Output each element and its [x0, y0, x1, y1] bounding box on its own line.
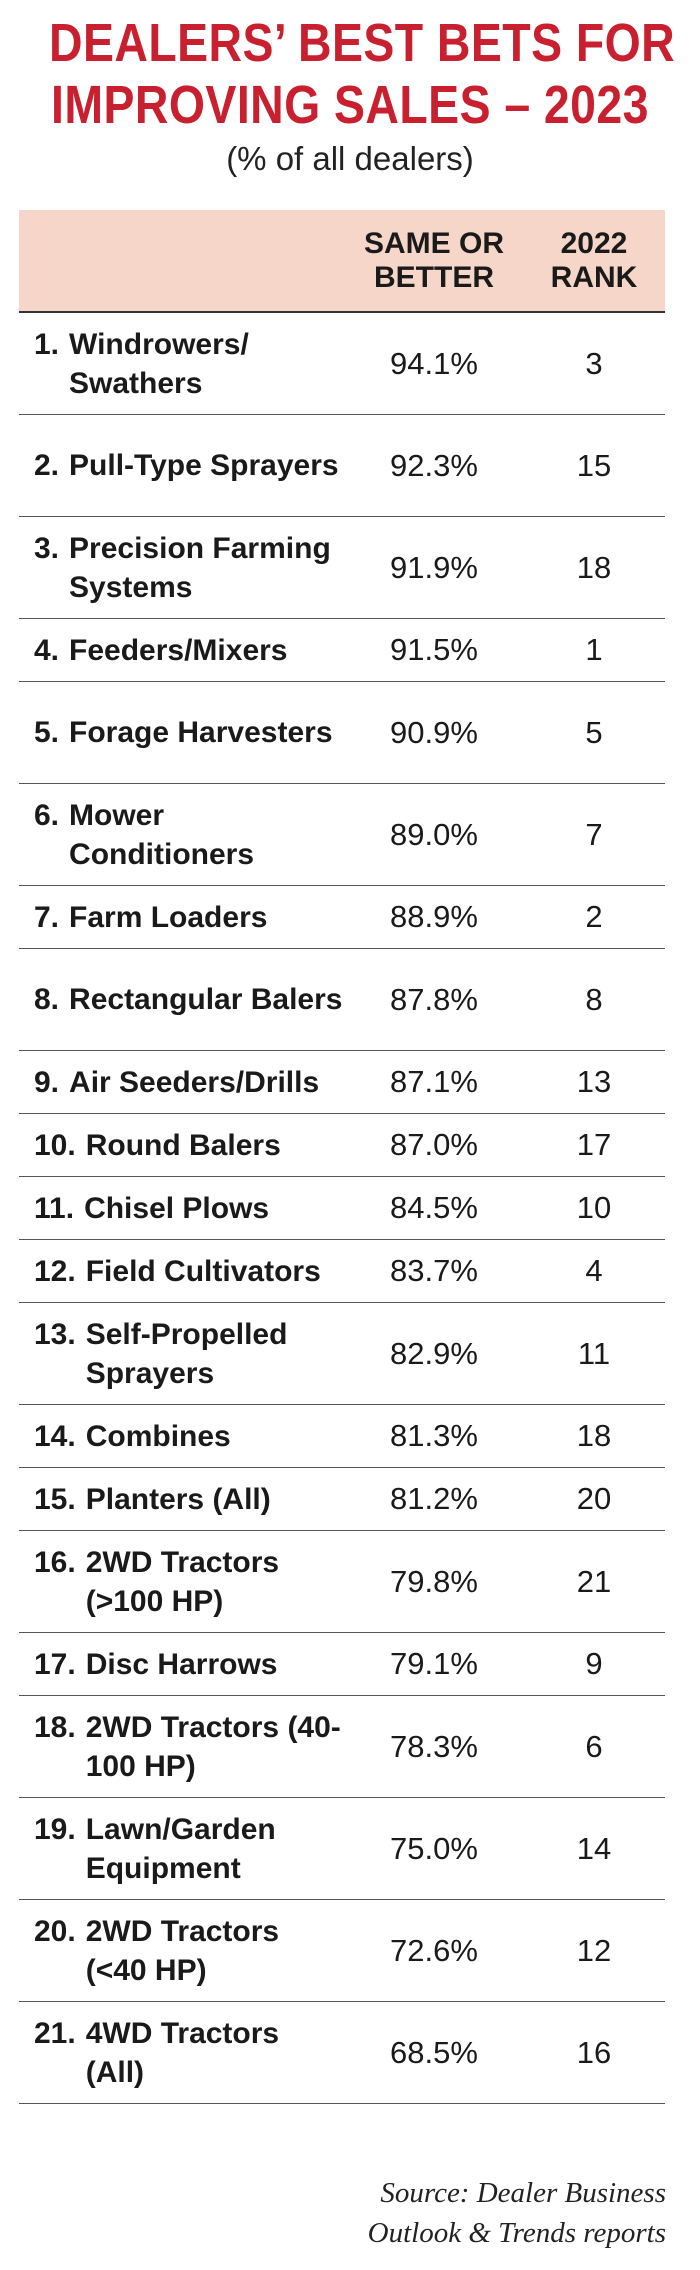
row-name-text: Air Seeders/Drills — [69, 1065, 320, 1099]
table-body — [19, 313, 665, 2104]
row-2022-rank-value: 15 — [576, 447, 612, 483]
row-2022-rank-value: 21 — [576, 1563, 612, 1599]
row-number: 3. — [34, 531, 60, 565]
row-2022-rank-value: 17 — [576, 1127, 612, 1162]
row-2022-rank-value: 1 — [585, 632, 603, 667]
row-name-text: 4WD Tractors (All) — [85, 2016, 280, 2089]
row-2022-rank-value: 14 — [576, 1830, 612, 1866]
row-equipment-name — [19, 1480, 345, 1519]
row-2022-rank-value: 18 — [576, 549, 612, 585]
source-note — [206, 2173, 666, 2253]
header-2022-rank — [523, 227, 665, 295]
row-equipment-name — [19, 2014, 345, 2092]
row-number: 18. — [34, 1710, 76, 1744]
row-2022-rank-value: 9 — [585, 1646, 603, 1681]
table-row — [19, 313, 665, 415]
row-equipment-name — [19, 1315, 345, 1393]
row-2022-rank-value: 11 — [577, 1335, 611, 1371]
table-row — [19, 1240, 665, 1303]
table-row — [19, 1303, 665, 1405]
row-name-text: Chisel Plows — [84, 1191, 270, 1225]
table-row — [19, 1696, 665, 1798]
row-name-text: Round Balers — [85, 1128, 281, 1162]
row-equipment-name — [19, 325, 345, 403]
row-name-text: Lawn/Garden Equipment — [85, 1812, 276, 1885]
row-number: 1. — [34, 327, 60, 361]
row-equipment-name — [19, 1708, 345, 1786]
row-same-or-better-value: 94.1% — [390, 345, 478, 381]
row-equipment-name — [19, 1810, 345, 1888]
source-line-1: Source: Dealer Business — [380, 2177, 666, 2209]
row-same-or-better-value: 79.8% — [390, 1563, 478, 1599]
row-number: 21. — [34, 2016, 76, 2050]
row-same-or-better-value: 78.3% — [390, 1728, 478, 1764]
row-same-or-better-value: 81.3% — [390, 1418, 478, 1453]
row-name-text: Combines — [85, 1419, 231, 1453]
table-row — [19, 1468, 665, 1531]
row-name-text: Forage Harvesters — [69, 716, 333, 749]
table-row — [19, 886, 665, 949]
header-rank-line-2: RANK — [550, 260, 638, 294]
row-number: 2. — [34, 449, 60, 482]
row-name-text: 2WD Tractors (>100 HP) — [85, 1545, 280, 1618]
row-name-text: Field Cultivators — [85, 1254, 321, 1288]
row-2022-rank-value: 13 — [576, 1064, 612, 1099]
row-name-text: Planters (All) — [85, 1482, 271, 1516]
row-name-text: Windrowers/ Swathers — [69, 327, 249, 400]
row-same-or-better-value: 72.6% — [390, 1932, 478, 1968]
row-2022-rank-value: 4 — [585, 1253, 603, 1288]
row-number: 20. — [34, 1914, 76, 1948]
row-2022-rank-value: 5 — [585, 714, 603, 750]
row-2022-rank-value: 8 — [585, 981, 603, 1017]
row-number: 19. — [34, 1812, 76, 1846]
table-row — [19, 619, 665, 682]
row-name-text: Self-Propelled Sprayers — [85, 1317, 288, 1390]
row-equipment-name — [19, 713, 345, 752]
row-name-text: Disc Harrows — [85, 1647, 278, 1681]
row-same-or-better-value: 84.5% — [390, 1190, 478, 1225]
row-number: 16. — [34, 1545, 76, 1579]
table-row — [19, 1051, 665, 1114]
table-row — [19, 1114, 665, 1177]
row-same-or-better-value: 83.7% — [390, 1253, 478, 1288]
row-same-or-better-value: 68.5% — [390, 2034, 478, 2070]
table-row — [19, 415, 665, 517]
table-row — [19, 1633, 665, 1696]
row-same-or-better-value: 89.0% — [390, 816, 478, 852]
table-row — [19, 1900, 665, 2002]
data-table — [19, 210, 665, 2104]
table-row — [19, 949, 665, 1051]
table-row — [19, 682, 665, 784]
row-same-or-better-value: 87.1% — [390, 1064, 478, 1099]
row-same-or-better-value: 87.0% — [390, 1127, 478, 1162]
row-name-text: 2WD Tractors (40-100 HP) — [85, 1710, 341, 1783]
row-name-text: Pull-Type Sprayers — [69, 449, 339, 482]
row-number: 13. — [34, 1317, 76, 1351]
row-same-or-better-value: 75.0% — [390, 1830, 478, 1866]
chart-title-line-2: IMPROVING SALES – 2023 — [51, 75, 649, 135]
header-rank-line-1: 2022 — [560, 226, 628, 260]
table-row — [19, 1405, 665, 1468]
row-same-or-better-value: 87.8% — [390, 981, 478, 1017]
row-number: 8. — [34, 983, 60, 1016]
chart-title — [49, 12, 676, 136]
row-number: 14. — [34, 1419, 76, 1453]
row-equipment-name — [19, 446, 345, 485]
row-name-text: 2WD Tractors (<40 HP) — [85, 1914, 280, 1987]
row-equipment-name — [19, 1417, 345, 1456]
row-equipment-name — [19, 1189, 345, 1228]
row-number: 5. — [34, 716, 60, 749]
row-name-text: Rectangular Balers — [69, 983, 343, 1016]
row-equipment-name — [19, 796, 345, 874]
row-equipment-name — [19, 1252, 345, 1291]
row-equipment-name — [19, 1126, 345, 1165]
row-name-text: Farm Loaders — [69, 900, 268, 934]
row-same-or-better-value: 91.5% — [390, 632, 478, 667]
row-same-or-better-value: 88.9% — [390, 899, 478, 934]
row-number: 11. — [34, 1191, 75, 1225]
row-number: 15. — [34, 1482, 76, 1516]
row-2022-rank-value: 10 — [576, 1190, 612, 1225]
row-same-or-better-value: 81.2% — [390, 1481, 478, 1516]
row-equipment-name — [19, 1543, 345, 1621]
row-equipment-name — [19, 1912, 345, 1990]
row-2022-rank-value: 6 — [585, 1728, 603, 1764]
source-line-2: Outlook & Trends reports — [367, 2217, 666, 2249]
row-2022-rank-value: 20 — [576, 1481, 612, 1516]
row-2022-rank-value: 16 — [576, 2034, 612, 2070]
table-row — [19, 1531, 665, 1633]
table-row — [19, 1177, 665, 1240]
row-number: 7. — [34, 900, 60, 934]
row-same-or-better-value: 92.3% — [390, 447, 478, 483]
row-2022-rank-value: 3 — [585, 345, 603, 381]
row-name-text: Mower Conditioners — [69, 798, 255, 871]
row-2022-rank-value: 18 — [576, 1418, 612, 1453]
row-same-or-better-value: 90.9% — [390, 714, 478, 750]
row-number: 12. — [34, 1254, 76, 1288]
chart-title-line-1: DEALERS’ BEST BETS FOR — [49, 13, 676, 73]
header-pct-line-2: BETTER — [374, 260, 494, 294]
row-same-or-better-value: 91.9% — [390, 549, 478, 585]
table-row — [19, 517, 665, 619]
table-row — [19, 1798, 665, 1900]
row-number: 10. — [34, 1128, 76, 1162]
row-equipment-name — [19, 1063, 345, 1102]
row-same-or-better-value: 79.1% — [390, 1646, 478, 1681]
table-header — [19, 210, 665, 313]
table-row — [19, 784, 665, 886]
row-equipment-name — [19, 898, 345, 937]
row-same-or-better-value: 82.9% — [390, 1335, 478, 1371]
row-number: 4. — [34, 633, 60, 667]
header-same-or-better — [345, 227, 523, 295]
row-name-text: Precision Farming Systems — [69, 531, 331, 604]
row-number: 9. — [34, 1065, 60, 1099]
header-pct-line-1: SAME OR — [363, 226, 504, 260]
row-2022-rank-value: 2 — [585, 899, 603, 934]
table-row — [19, 2002, 665, 2104]
chart-subtitle: (% of all dealers) — [226, 140, 474, 177]
row-name-text: Feeders/Mixers — [69, 633, 288, 667]
row-equipment-name — [19, 631, 345, 670]
row-equipment-name — [19, 980, 345, 1019]
row-equipment-name — [19, 1645, 345, 1684]
row-number: 17. — [34, 1647, 76, 1681]
row-equipment-name — [19, 529, 345, 607]
row-2022-rank-value: 7 — [585, 816, 603, 852]
row-number: 6. — [34, 798, 60, 832]
row-2022-rank-value: 12 — [576, 1932, 612, 1968]
